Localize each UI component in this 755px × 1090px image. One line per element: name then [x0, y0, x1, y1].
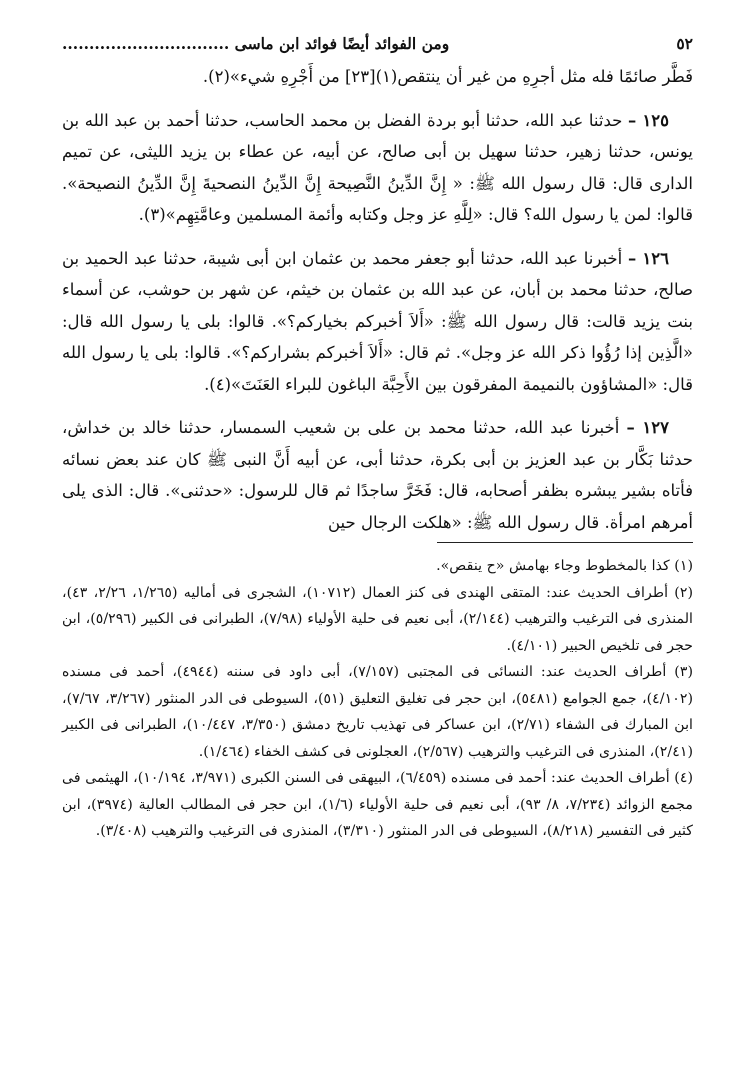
hadith-127 — [62, 412, 693, 538]
hadith-number: ١٢٧ – — [626, 418, 670, 437]
footnotes — [62, 553, 693, 845]
page-number: ٥٢ — [676, 34, 693, 53]
footnote-3: (٣) أطراف الحديث عند: النسائى فى المجتبى (٧/١٥٧)، أبى داود فى سننه (٤٩٤٤)، أحمد فى مسنده (٤/١٠٢)، جمع الجوامع (٥٤٨١)، ابن حجر فى تغليق التعليق (٥١)، السيوطى فى الدر المنثور (٣/٢٦٧، ٧/٦٧)، ابن المبارك فى الشفاء (٢/٧١)، ابن عساكر فى تهذيب تاريخ دمشق (٣/٣٥٠، ١٠/٤٤٧)، الطبرانى فى الكبير (٢/٤١)، المنذرى فى الترغيب والترهيب (٢/٥٦٧)، العجلونى فى كشف الخفاء (١/٤٦٤). — [62, 664, 693, 760]
main-text — [62, 61, 693, 538]
continuation-paragraph: فَطَّر صائمًا فله مثل أجرِهِ من غير أن ينتقص(١)[٢٣] من أَجْرِهِ شيء»(٢). — [202, 67, 693, 86]
footnote-4: (٤) أطراف الحديث عند: أحمد فى مسنده (٦/٤٥٩)، البيهقى فى السنن الكبرى (٣/٩٧١، ١٠/١٩٤)، الهيثمى فى مجمع الزوائد (٧/٢٣٤، ٨/ ٩٣)، أبى نعيم فى حلية الأولياء (١/٦)، ابن حجر فى المطالب العالية (٣٩٧٤)، ابن كثير فى التفسير (٨/٢١٨)، السيوطى فى الدر المنثور (٣/٣١٠)، المنذرى فى الترغيب والترهيب (٣/٤٠٨). — [62, 770, 693, 839]
footnote-1: (١) كذا بالمخطوط وجاء بهامش «ح ينقص». — [436, 558, 693, 574]
running-title: ومن الفوائد أيضًا فوائد ابن ماسى ............................... — [62, 34, 450, 53]
hadith-number: ١٢٦ – — [627, 248, 669, 268]
hadith-text: أخبرنا عبد الله، حدثنا أبو جعفر محمد بن عثمان ابن أبى شيبة، حدثنا عبد الحميد بن صالح، حدثنا محمد بن أبان، عن عبد الله بن عثمان بن خيثم، عن شهر بن حوشب، عن أسماء بنت يزيد قالت: قال رسول الله ﷺ: «أَلاَ أخبركم بخياركم؟». قالوا: بلى يا رسول الله قال: «الَّذِين إذا رُؤُوا ذكر الله عز وجل». ثم قال: «أَلاَ أخبركم بشراركم؟». قالوا: بلى يا رسول الله قال: «المشاؤون بالنميمة المفرقون بين الأَحِبَّة الباغون للبراء العَنَتَ»(٤). — [62, 248, 693, 394]
hadith-125 — [62, 105, 693, 231]
footnote-separator — [437, 542, 693, 543]
hadith-126 — [62, 243, 693, 401]
footnote-2: (٢) أطراف الحديث عند: المتقى الهندى فى كنز العمال (١٠٧١٢)، الشجرى فى أماليه (١/٢٦٥، ٢/٢٦، ٤٣)، المنذرى فى الترغيب والترهيب (٢/١٤٤)، أبى نعيم فى حلية الأولياء (٧/٩٨)، الطبرانى فى الكبير (٥/٢٩٦)، ابن حجر فى تلخيص الحبير (٤/١٠١). — [62, 584, 694, 654]
hadith-text: حدثنا عبد الله، حدثنا أبو بردة الفضل بن محمد الحاسب، حدثنا أحمد بن عبد الله بن يونس، حدثنا زهير، حدثنا سهيل بن أبى صالح، عن أبيه، عن عطاء بن يزيد الليثى، عن تميم الدارى قال: قال رسول الله ﷺ: « إِنَّ الدِّينُ النَّصِيحة إِنَّ الدِّينُ النصحيةَ إِنَّ الدِّينُ النصيحة». قالوا: لمن يا رسول الله؟ قال: «لِلَّهِ عز وجل وكتابه وأئمة المسلمين وعامَّتِهِم»(٣). — [62, 110, 693, 224]
hadith-number: ١٢٥ – — [628, 110, 670, 130]
hadith-text: أخبرنا عبد الله، حدثنا محمد بن على بن شعيب السمسار، حدثنا خالد بن خداش، حدثنا بَكَّار بن عبد العزيز بن أبى بكرة، حدثنا أبى، عن أبيه أَنَّ النبى ﷺ كان عند بعض نسائه فأتاه بشير يبشره بظفر أصحابه، قال: فَخَرَّ ساجدًا ثم قال للرسول: «حدثنى». قال: الذى يلى أمرهم امرأة. قال رسول الله ﷺ: «هلكت الرجال حين — [62, 418, 693, 532]
page-header — [62, 34, 693, 53]
